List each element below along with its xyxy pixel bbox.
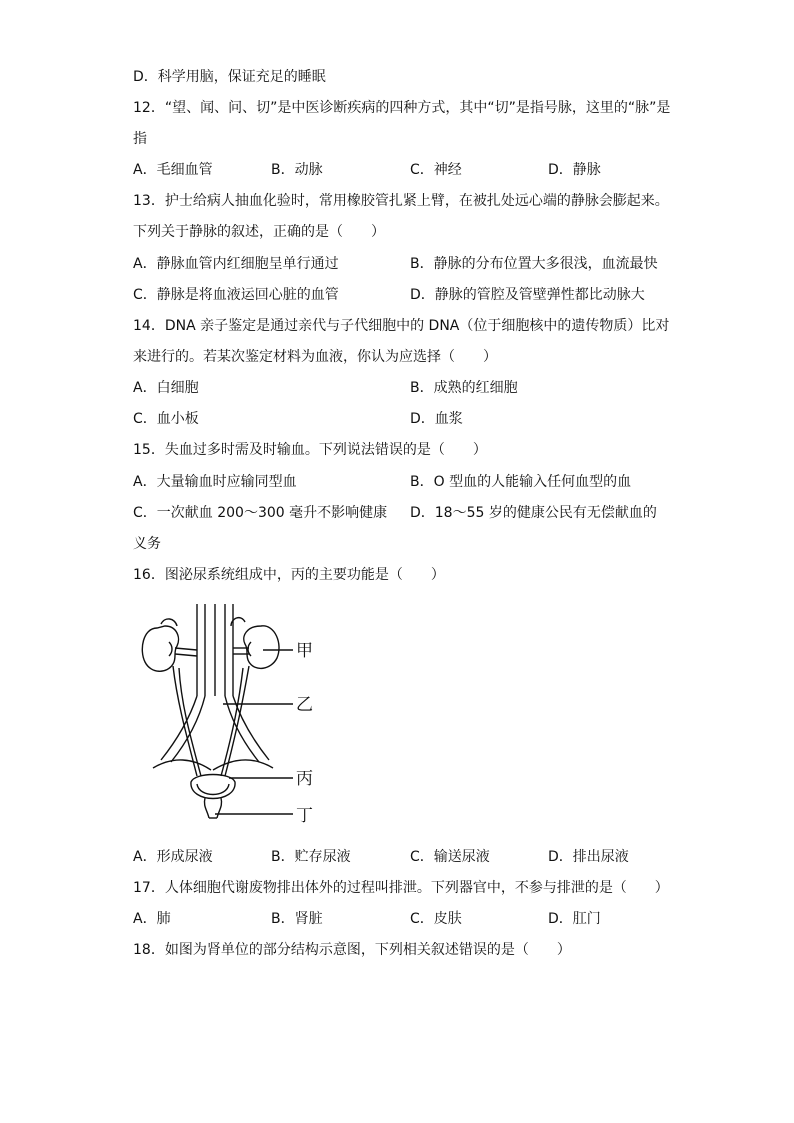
q15-option-d-continued: 义务	[133, 536, 161, 552]
q12-option-a: A．毛细血管	[133, 162, 213, 178]
q11-option-d: D．科学用脑，保证充足的睡眠	[133, 69, 326, 85]
q12-stem-line1: 12．“望、闻、问、切”是中医诊断疾病的四种方式，其中“切”是指号脉，这里的“脉”是	[133, 100, 671, 116]
q14-option-a: A．白细胞	[133, 380, 199, 396]
q12-stem-line2: 指	[133, 131, 147, 147]
q12-option-d: D．静脉	[548, 162, 601, 178]
q13-option-d: D．静脉的管腔及管壁弹性都比动脉大	[410, 287, 645, 303]
label-yi: 乙	[296, 695, 313, 715]
q12-option-c: C．神经	[410, 162, 462, 178]
q15-stem-line1: 15．失血过多时需及时输血。下列说法错误的是（ ）	[133, 442, 487, 458]
q13-option-c: C．静脉是将血液运回心脏的血管	[133, 287, 339, 303]
q17-option-c: C．皮肤	[410, 911, 462, 927]
label-bing: 丙	[296, 769, 313, 789]
q16-option-d: D．排出尿液	[548, 849, 629, 865]
q14-stem-line2: 来进行的。若某次鉴定材料为血液，你认为应选择（ ）	[133, 349, 497, 365]
q12-option-b: B．动脉	[271, 162, 323, 178]
q16-stem-line1: 16．图泌尿系统组成中，丙的主要功能是（ ）	[133, 567, 445, 583]
q17-option-b: B．肾脏	[271, 911, 323, 927]
q14-option-c: C．血小板	[133, 411, 199, 427]
q14-stem-line1: 14．DNA 亲子鉴定是通过亲代与子代细胞中的 DNA（位于细胞核中的遗传物质）比对	[133, 318, 670, 334]
q16-option-b: B．贮存尿液	[271, 849, 351, 865]
q17-stem-line1: 17．人体细胞代谢废物排出体外的过程叫排泄。下列器官中，不参与排泄的是（ ）	[133, 880, 669, 896]
q13-stem-line2: 下列关于静脉的叙述，正确的是（ ）	[133, 224, 385, 240]
q15-option-d: D．18～55 岁的健康公民有无偿献血的	[410, 505, 657, 521]
urinary-system-diagram	[133, 600, 333, 830]
q14-option-d: D．血浆	[410, 411, 463, 427]
q17-option-d: D．肛门	[548, 911, 601, 927]
q15-option-c: C．一次献血 200～300 毫升不影响健康	[133, 505, 388, 521]
q16-option-c: C．输送尿液	[410, 849, 490, 865]
q14-option-b: B．成熟的红细胞	[410, 380, 518, 396]
q16-option-a: A．形成尿液	[133, 849, 213, 865]
q18-stem-line1: 18．如图为肾单位的部分结构示意图，下列相关叙述错误的是（ ）	[133, 942, 571, 958]
label-ding: 丁	[296, 806, 313, 826]
q17-option-a: A．肺	[133, 911, 171, 927]
q13-option-b: B．静脉的分布位置大多很浅，血流最快	[410, 256, 658, 272]
q15-option-a: A．大量输血时应输同型血	[133, 474, 297, 490]
label-jia: 甲	[296, 641, 313, 661]
q13-stem-line1: 13．护士给病人抽血化验时，常用橡胶管扎紧上臂，在被扎处远心端的静脉会膨起来。	[133, 193, 669, 209]
q15-option-b: B．O 型血的人能输入任何血型的血	[410, 474, 632, 490]
q13-option-a: A．静脉血管内红细胞呈单行通过	[133, 256, 339, 272]
